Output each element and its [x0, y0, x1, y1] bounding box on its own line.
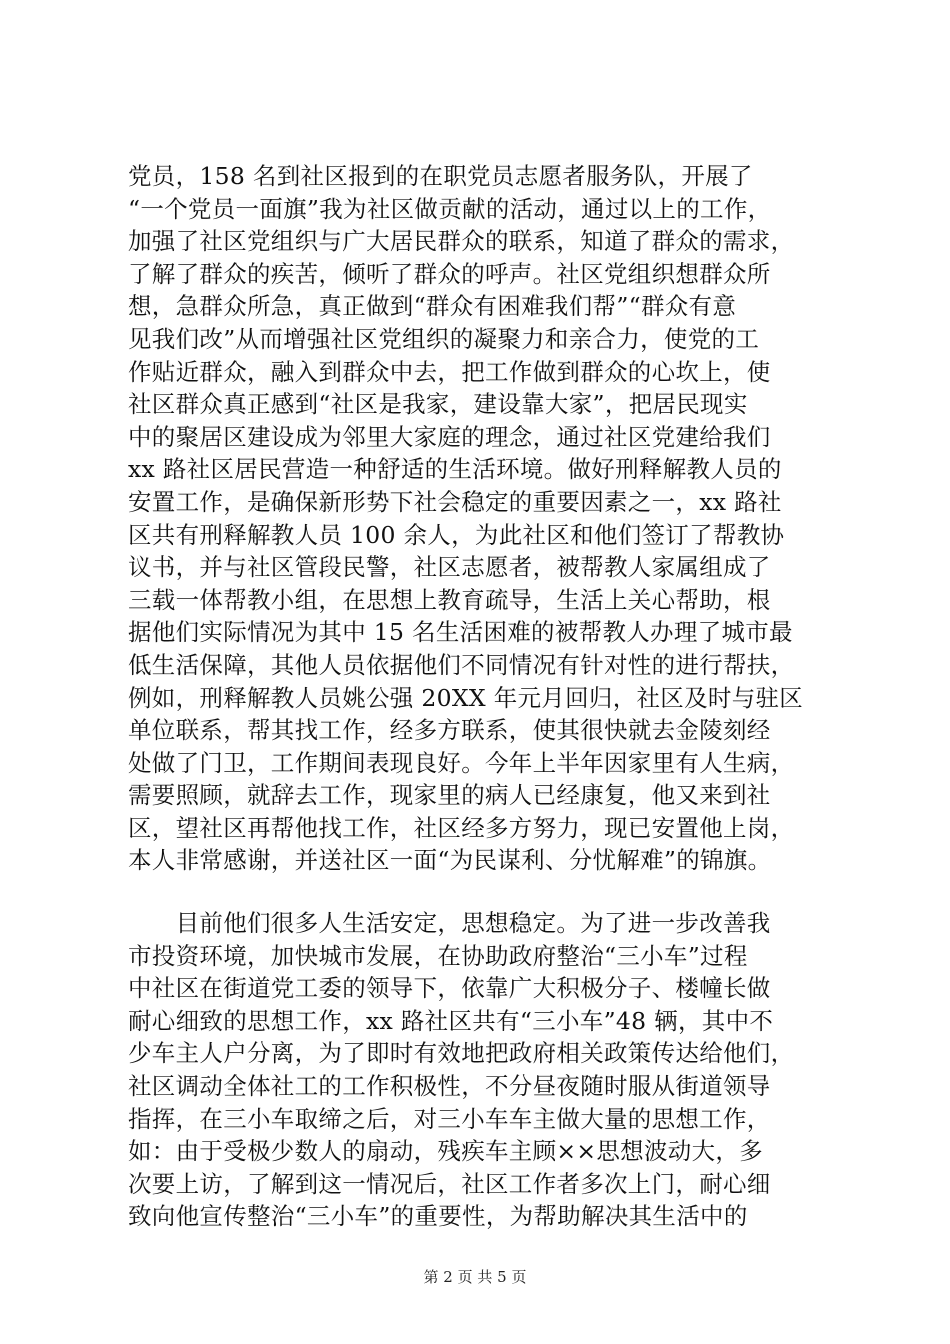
- text-line: 需要照顾，就辞去工作，现家里的病人已经康复，他又来到社: [128, 781, 771, 810]
- text-line: 市投资环境，加快城市发展，在协助政府整治“三小车”过程: [128, 941, 748, 970]
- text-line: 三载一体帮教小组，在思想上教育疏导，生活上关心帮助，根: [128, 585, 771, 614]
- text-line: 议书，并与社区管段民警，社区志愿者，被帮教人家属组成了: [128, 553, 771, 582]
- text-line: 党员，158 名到社区报到的在职党员志愿者服务队，开展了: [128, 162, 753, 190]
- text-line: 据他们实际情况为其中 15 名生活困难的被帮教人办理了城市最: [128, 618, 793, 647]
- text-line: 安置工作，是确保新形势下社会稳定的重要因素之一，xx 路社: [128, 487, 782, 516]
- text-line: 次要上访，了解到这一情况后，社区工作者多次上门，耐心细: [128, 1169, 771, 1198]
- text-line: 了解了群众的疾苦，倾听了群众的呼声。社区党组织想群众所: [128, 259, 771, 288]
- text-line: 社区调动全体社工的工作积极性，不分昼夜随时服从街道领导: [128, 1072, 771, 1101]
- text-line: 少车主人户分离，为了即时有效地把政府相关政策传达给他们，: [128, 1039, 795, 1068]
- text-line: 指挥，在三小车取缔之后，对三小车车主做大量的思想工作，: [128, 1104, 771, 1133]
- text-line: 见我们改”从而增强社区党组织的凝聚力和亲合力，使党的工: [128, 324, 760, 353]
- paragraph-2: [128, 907, 858, 1233]
- text-line: 区，望社区再帮他找工作，社区经多方努力，现已安置他上岗，: [128, 813, 795, 842]
- text-line: 中社区在街道党工委的领导下，依靠广大积极分子、楼幢长做: [128, 974, 771, 1003]
- text-line: 耐心细致的思想工作，xx 路社区共有“三小车”48 辆，其中不: [128, 1006, 774, 1035]
- text-line: 处做了门卫，工作期间表现良好。今年上半年因家里有人生病，: [128, 748, 795, 777]
- text-line: 作贴近群众，融入到群众中去，把工作做到群众的心坎上，使: [128, 357, 771, 386]
- text-line: 单位联系，帮其找工作，经多方联系，使其很快就去金陵刻经: [128, 716, 771, 745]
- text-line: 致向他宣传整治“三小车”的重要性，为帮助解决其生活中的: [128, 1202, 748, 1231]
- text-line: 本人非常感谢，并送社区一面“为民谋利、分忧解难”的锦旗。: [128, 846, 772, 875]
- text-line: 社区群众真正感到“社区是我家，建设靠大家”，把居民现实: [128, 390, 748, 419]
- document-body: [128, 160, 858, 1233]
- text-line: 低生活保障，其他人员依据他们不同情况有针对性的进行帮扶，: [128, 650, 795, 679]
- text-line: 中的聚居区建设成为邻里大家庭的理念，通过社区党建给我们: [128, 422, 771, 451]
- paragraph-gap: [128, 877, 858, 907]
- text-line: 区共有刑释解教人员 100 余人，为此社区和他们签订了帮教协: [128, 520, 785, 549]
- text-line: 如：由于受极少数人的扇动，残疾车主顾××思想波动大，多: [128, 1137, 763, 1166]
- page-footer: 第 2 页 共 5 页: [423, 1268, 527, 1286]
- text-line: xx 路社区居民营造一种舒适的生活环境。做好刑释解教人员的: [128, 455, 782, 484]
- text-line: “一个党员一面旗”我为社区做贡献的活动，通过以上的工作，: [128, 194, 772, 223]
- paragraph-1: [128, 160, 858, 877]
- text-line: 目前他们很多人生活安定，思想稳定。为了进一步改善我: [128, 909, 771, 938]
- text-line: 加强了社区党组织与广大居民群众的联系，知道了群众的需求，: [128, 227, 795, 256]
- text-line: 想，急群众所急，真正做到“群众有困难我们帮”“群众有意: [128, 292, 737, 321]
- text-line: 例如，刑释解教人员姚公强 20XX 年元月回归，社区及时与驻区: [128, 683, 804, 712]
